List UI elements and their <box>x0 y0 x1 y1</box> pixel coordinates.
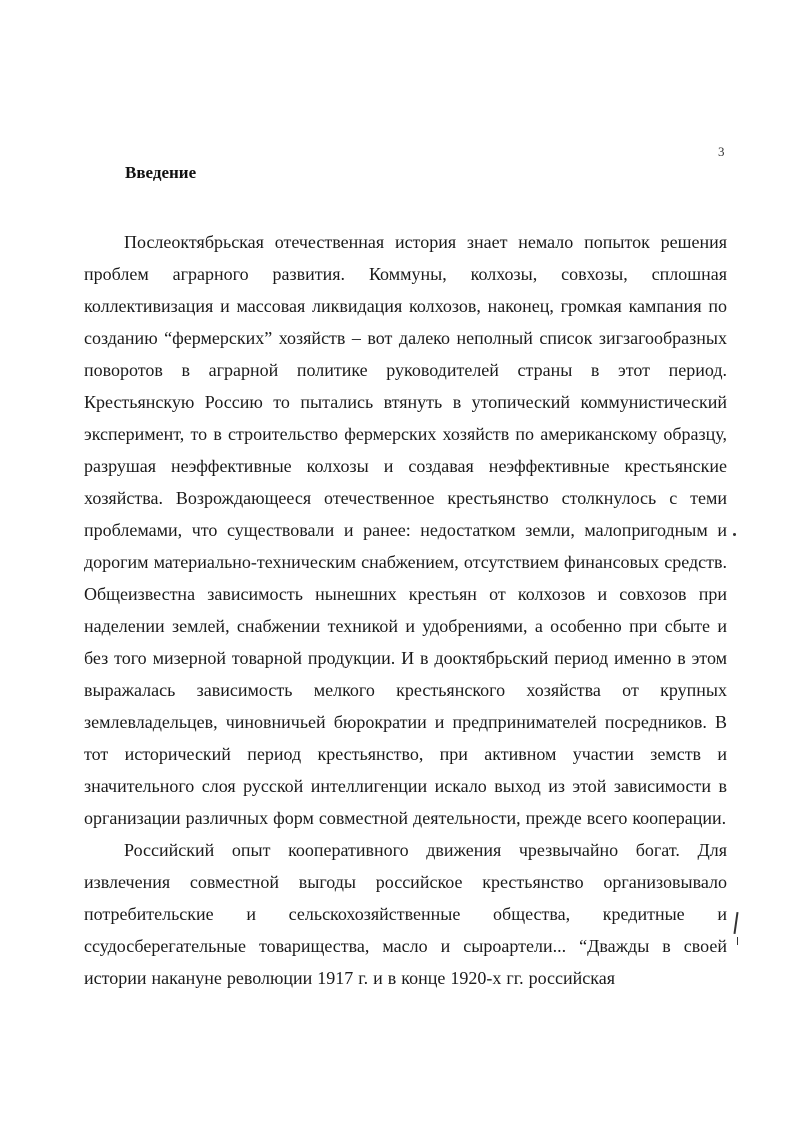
paragraph-2: Российский опыт кооперативного движения чрезвычайно богат. Для извлечения совместной выгоды российское крестьянство организовывало потребительские и сельскохозяйственные общества, кредитные и ссудосберегательные товарищества, масло и сыроартели... “Дважды в своей истории накануне революции 1917 г. и в конце 1920-х гг. российская <box>84 840 727 988</box>
body-text <box>84 226 727 994</box>
margin-pen-mark <box>737 937 738 945</box>
section-heading: Введение <box>125 163 197 182</box>
margin-pen-mark <box>733 912 738 934</box>
ink-speck <box>733 533 736 536</box>
page-number: 3 <box>718 144 725 159</box>
paragraph-1: Послеоктябрьская отечественная история знает немало попыток решения проблем аграрного развития. Коммуны, колхозы, совхозы, сплошная коллективизация и массовая ликвидация колхозов, наконец, громкая кампания по созданию “фермерских” хозяйств – вот далеко неполный список зигзагообразных поворотов в аграрной политике руководителей страны в этот период. Крестьянскую Россию то пытались втянуть в утопический коммунистический эксперимент, то в строительство фермерских хозяйств по американскому образцу, разрушая неэффективные колхозы и создавая неэффективные крестьянские хозяйства. Возрождающееся отечественное крестьянство столкнулось с теми проблемами, что существовали и ранее: недостатком земли, малопригодным и дорогим материально-техническим снабжением, отсутствием финансовых средств. Общеизвестна зависимость нынешних крестьян от колхозов и совхозов при наделении землей, снабжении техникой и удобрениями, а особенно при сбыте и без того мизерной товарной продукции. И в дооктябрьский период именно в этом выражалась зависимость мелкого крестьянского хозяйства от крупных землевладельцев, чиновничьей бюрократии и предпринимателей посредников. В тот исторический период крестьянство, при активном участии земств и значительного слоя русской интеллигенции искало выход из этой зависимости в организации различных форм совместной деятельности, прежде всего кооперации. <box>84 232 727 828</box>
